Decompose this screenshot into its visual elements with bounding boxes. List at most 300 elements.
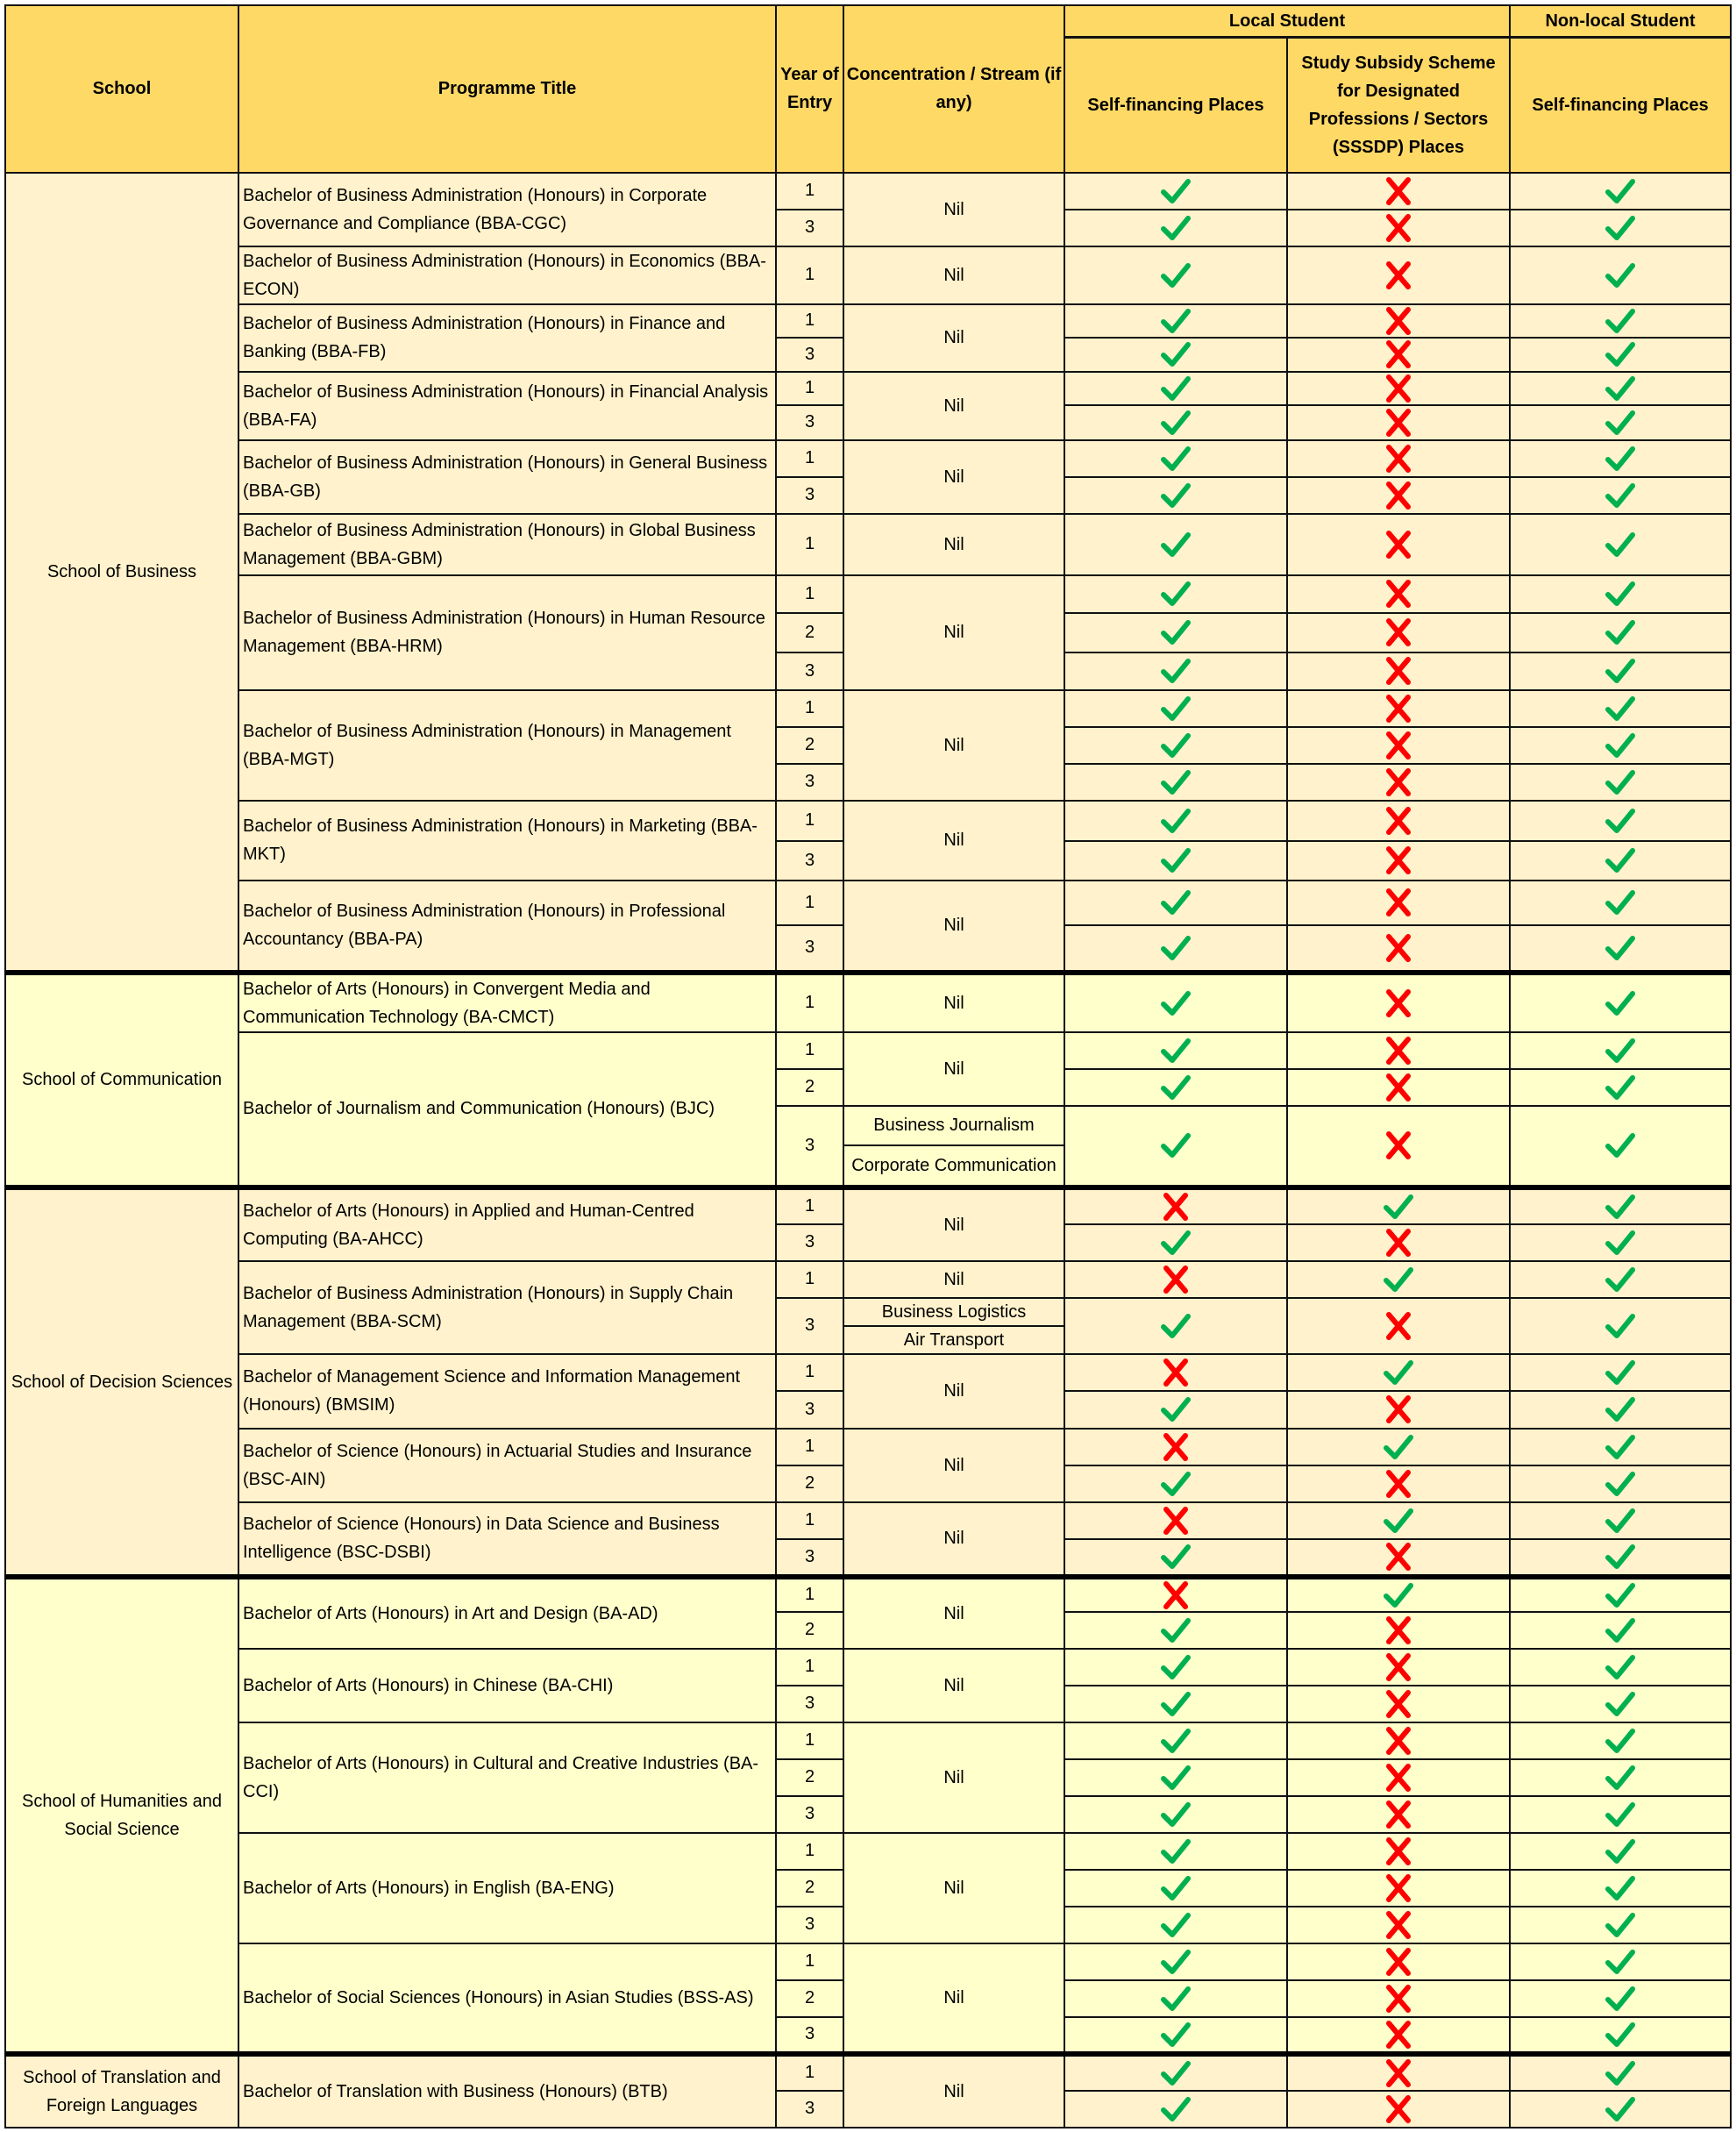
check-icon — [1604, 1072, 1636, 1103]
table-row — [5, 514, 1731, 575]
nonlocal-availability — [1510, 304, 1731, 338]
local-availability — [1064, 173, 1287, 210]
sssdp-availability — [1287, 881, 1510, 925]
nonlocal-availability — [1510, 1106, 1731, 1187]
check-icon — [1160, 805, 1192, 837]
local-availability — [1064, 1465, 1287, 1502]
sssdp-availability — [1287, 1686, 1510, 1722]
cross-icon — [1383, 1909, 1414, 1941]
concentration-list — [844, 373, 1064, 439]
sssdp-availability — [1287, 440, 1510, 477]
year-of-entry: 3 — [776, 2091, 843, 2128]
sssdp-availability — [1287, 613, 1510, 652]
programme-title: Bachelor of Business Administration (Honours) in Corporate Governance and Compliance (BBA-CGC) — [238, 173, 776, 246]
check-icon — [1160, 305, 1192, 337]
cross-icon — [1383, 730, 1414, 761]
sssdp-availability — [1287, 514, 1510, 575]
sssdp-availability — [1287, 1980, 1510, 2017]
sssdp-availability — [1287, 727, 1510, 764]
table-row — [5, 1502, 1731, 1539]
check-icon — [1604, 1946, 1636, 1978]
check-icon — [1160, 1130, 1192, 1161]
local-availability — [1064, 801, 1287, 841]
concentration-list — [844, 1107, 1064, 1185]
check-icon — [1160, 212, 1192, 244]
header-nonlocal-self-financing: Self-financing Places — [1510, 38, 1731, 173]
programme-title: Bachelor of Arts (Honours) in Convergent Media and Communication Technology (BA-CMCT) — [238, 973, 776, 1032]
table-row — [5, 1577, 1731, 1612]
nonlocal-availability — [1510, 338, 1731, 372]
year-of-entry: 2 — [776, 1759, 843, 1796]
local-availability — [1064, 1943, 1287, 1980]
cross-icon — [1383, 1394, 1414, 1425]
concentration-list — [844, 1355, 1064, 1428]
year-of-entry: 3 — [776, 1907, 843, 1943]
cross-icon — [1383, 1468, 1414, 1500]
nonlocal-availability — [1510, 210, 1731, 246]
year-of-entry: 3 — [776, 405, 843, 440]
cross-icon — [1383, 1227, 1414, 1259]
nonlocal-availability — [1510, 1907, 1731, 1943]
local-availability — [1064, 1391, 1287, 1429]
local-availability — [1064, 1298, 1287, 1354]
sssdp-availability — [1287, 1224, 1510, 1261]
check-icon — [1160, 480, 1192, 511]
sssdp-availability — [1287, 173, 1510, 210]
nonlocal-availability — [1510, 405, 1731, 440]
programme-title: Bachelor of Business Administration (Honours) in Economics (BBA-ECON) — [238, 246, 776, 304]
sssdp-availability — [1287, 1612, 1510, 1649]
local-availability — [1064, 1502, 1287, 1539]
programme-title: Bachelor of Business Administration (Honours) in Finance and Banking (BBA-FB) — [238, 304, 776, 372]
year-of-entry: 3 — [776, 1539, 843, 1577]
school-name: School of Translation and Foreign Languages — [5, 2054, 238, 2128]
year-of-entry: 3 — [776, 1391, 843, 1429]
concentration-list — [844, 1190, 1064, 1260]
nonlocal-availability — [1510, 801, 1731, 841]
check-icon — [1160, 1909, 1192, 1941]
check-icon — [1160, 767, 1192, 798]
concentration-cell — [843, 1032, 1064, 1106]
year-of-entry: 1 — [776, 1649, 843, 1686]
local-availability — [1064, 210, 1287, 246]
nonlocal-availability — [1510, 246, 1731, 304]
nonlocal-availability — [1510, 2017, 1731, 2054]
check-icon — [1604, 1541, 1636, 1572]
year-of-entry: 1 — [776, 1354, 843, 1391]
concentration-cell — [843, 1943, 1064, 2054]
nonlocal-availability — [1510, 2054, 1731, 2091]
check-icon — [1160, 339, 1192, 370]
cross-icon — [1383, 1035, 1414, 1066]
sssdp-availability — [1287, 210, 1510, 246]
cross-icon — [1383, 1310, 1414, 1342]
year-of-entry: 3 — [776, 1224, 843, 1261]
sssdp-availability — [1287, 1502, 1510, 1539]
local-availability — [1064, 690, 1287, 727]
nonlocal-availability — [1510, 973, 1731, 1032]
year-of-entry: 1 — [776, 1833, 843, 1870]
concentration-list — [844, 576, 1064, 689]
local-availability — [1064, 727, 1287, 764]
local-availability — [1064, 764, 1287, 801]
programme-title: Bachelor of Business Administration (Honours) in Human Resource Management (BBA-HRM) — [238, 575, 776, 690]
check-icon — [1604, 1394, 1636, 1425]
check-icon — [1604, 212, 1636, 244]
year-of-entry: 1 — [776, 973, 843, 1032]
local-availability — [1064, 1759, 1287, 1796]
check-icon — [1604, 767, 1636, 798]
concentration-value: Business Journalism — [873, 1116, 1035, 1136]
programme-title: Bachelor of Arts (Honours) in Applied and Human-Centred Computing (BA-AHCC) — [238, 1187, 776, 1261]
year-of-entry: 2 — [776, 1612, 843, 1649]
cross-icon — [1383, 305, 1414, 337]
sssdp-availability — [1287, 1759, 1510, 1796]
sssdp-availability — [1287, 690, 1510, 727]
check-icon — [1604, 1357, 1636, 1388]
concentration-cell — [843, 1649, 1064, 1722]
sssdp-availability — [1287, 338, 1510, 372]
concentration-value: Nil — [943, 1059, 964, 1079]
nonlocal-availability — [1510, 1187, 1731, 1224]
concentration-value: Nil — [943, 993, 964, 1013]
year-of-entry: 1 — [776, 1722, 843, 1759]
sssdp-availability — [1287, 1429, 1510, 1465]
cross-icon — [1160, 1431, 1192, 1463]
cross-icon — [1383, 529, 1414, 560]
check-icon — [1604, 1468, 1636, 1500]
check-icon — [1383, 1191, 1414, 1223]
sssdp-availability — [1287, 1907, 1510, 1943]
local-availability — [1064, 1577, 1287, 1612]
check-icon — [1604, 1505, 1636, 1537]
concentration-value: Nil — [943, 1987, 964, 2007]
check-icon — [1604, 1688, 1636, 1720]
check-icon — [1604, 1872, 1636, 1904]
local-availability — [1064, 1833, 1287, 1870]
header-local-student: Local Student — [1064, 5, 1510, 38]
concentration-value: Corporate Communication — [844, 1144, 1064, 1185]
check-icon — [1160, 1310, 1192, 1342]
year-of-entry: 1 — [776, 690, 843, 727]
concentration-cell — [843, 2054, 1064, 2128]
sssdp-availability — [1287, 973, 1510, 1032]
table-row — [5, 1943, 1731, 1980]
check-icon — [1160, 932, 1192, 964]
check-icon — [1160, 2019, 1192, 2050]
year-of-entry: 1 — [776, 1943, 843, 1980]
cross-icon — [1160, 1579, 1192, 1611]
check-icon — [1160, 988, 1192, 1019]
check-icon — [1604, 443, 1636, 474]
cross-icon — [1383, 212, 1414, 244]
cross-icon — [1160, 1505, 1192, 1537]
cross-icon — [1383, 1541, 1414, 1572]
concentration-cell — [843, 801, 1064, 881]
concentration-value: Nil — [943, 467, 964, 487]
programme-title: Bachelor of Business Administration (Honours) in Financial Analysis (BBA-FA) — [238, 372, 776, 440]
programme-table — [4, 4, 1732, 2128]
nonlocal-availability — [1510, 1612, 1731, 1649]
concentration-list — [844, 1430, 1064, 1501]
header-sssdp: Study Subsidy Scheme for Designated Professions / Sectors (SSSDP) Places — [1287, 38, 1510, 173]
local-availability — [1064, 1539, 1287, 1577]
check-icon — [1604, 988, 1636, 1019]
year-of-entry: 3 — [776, 210, 843, 246]
cross-icon — [1383, 1072, 1414, 1103]
concentration-value: Business Logistics — [881, 1301, 1027, 1322]
sssdp-availability — [1287, 246, 1510, 304]
concentration-value: Nil — [943, 1455, 964, 1475]
nonlocal-availability — [1510, 1980, 1731, 2017]
sssdp-availability — [1287, 1539, 1510, 1577]
concentration-cell — [843, 1187, 1064, 1261]
year-of-entry: 2 — [776, 1980, 843, 2017]
concentration-value: Nil — [943, 735, 964, 755]
cross-icon — [1383, 655, 1414, 687]
check-icon — [1160, 1651, 1192, 1683]
check-icon — [1604, 260, 1636, 291]
concentration-list — [844, 975, 1064, 1031]
check-icon — [1160, 1615, 1192, 1646]
cross-icon — [1383, 1799, 1414, 1830]
local-availability — [1064, 1224, 1287, 1261]
sssdp-availability — [1287, 1298, 1510, 1354]
concentration-list — [844, 1944, 1064, 2051]
cross-icon — [1383, 339, 1414, 370]
concentration-value: Nil — [943, 1603, 964, 1623]
concentration-value: Nil — [943, 2081, 964, 2101]
year-of-entry: 3 — [776, 2017, 843, 2054]
concentration-value: Nil — [943, 1381, 964, 1401]
concentration-value: Nil — [943, 265, 964, 285]
cross-icon — [1383, 1688, 1414, 1720]
sssdp-availability — [1287, 1943, 1510, 1980]
local-availability — [1064, 1261, 1287, 1298]
nonlocal-availability — [1510, 1722, 1731, 1759]
check-icon — [1160, 2093, 1192, 2125]
sssdp-availability — [1287, 405, 1510, 440]
local-availability — [1064, 304, 1287, 338]
local-availability — [1064, 1722, 1287, 1759]
nonlocal-availability — [1510, 1032, 1731, 1069]
check-icon — [1604, 407, 1636, 439]
table-row — [5, 1187, 1731, 1224]
year-of-entry: 2 — [776, 613, 843, 652]
check-icon — [1160, 1072, 1192, 1103]
year-of-entry: 1 — [776, 575, 843, 613]
check-icon — [1160, 1762, 1192, 1793]
nonlocal-availability — [1510, 1833, 1731, 1870]
local-availability — [1064, 1907, 1287, 1943]
table-row — [5, 1429, 1731, 1465]
nonlocal-availability — [1510, 1539, 1731, 1577]
table-row — [5, 1722, 1731, 1759]
concentration-cell — [843, 173, 1064, 246]
header-local-self-financing: Self-financing Places — [1064, 38, 1287, 173]
check-icon — [1604, 1725, 1636, 1757]
programme-title: Bachelor of Arts (Honours) in Cultural and Creative Industries (BA-CCI) — [238, 1722, 776, 1833]
cross-icon — [1383, 1983, 1414, 2014]
nonlocal-availability — [1510, 1686, 1731, 1722]
cross-icon — [1383, 175, 1414, 207]
programme-title: Bachelor of Arts (Honours) in Art and Design (BA-AD) — [238, 1577, 776, 1649]
check-icon — [1160, 655, 1192, 687]
concentration-cell — [843, 372, 1064, 440]
programme-title: Bachelor of Business Administration (Honours) in Global Business Management (BBA-GBM) — [238, 514, 776, 575]
check-icon — [1160, 1725, 1192, 1757]
table-row — [5, 440, 1731, 477]
table-row — [5, 1354, 1731, 1391]
sssdp-availability — [1287, 1465, 1510, 1502]
check-icon — [1160, 617, 1192, 648]
local-availability — [1064, 440, 1287, 477]
check-icon — [1604, 1909, 1636, 1941]
check-icon — [1383, 1264, 1414, 1295]
nonlocal-availability — [1510, 1298, 1731, 1354]
programme-title: Bachelor of Business Administration (Honours) in Management (BBA-MGT) — [238, 690, 776, 801]
check-icon — [1160, 1799, 1192, 1830]
check-icon — [1160, 1872, 1192, 1904]
year-of-entry: 1 — [776, 1502, 843, 1539]
check-icon — [1604, 2093, 1636, 2125]
table-row — [5, 246, 1731, 304]
nonlocal-availability — [1510, 575, 1731, 613]
year-of-entry: 2 — [776, 1465, 843, 1502]
local-availability — [1064, 1429, 1287, 1465]
check-icon — [1604, 305, 1636, 337]
concentration-value: Nil — [943, 831, 964, 850]
header-concentration: Concentration / Stream (if any) — [843, 5, 1064, 173]
nonlocal-availability — [1510, 1943, 1731, 1980]
cross-icon — [1383, 260, 1414, 291]
sssdp-availability — [1287, 1354, 1510, 1391]
nonlocal-availability — [1510, 1224, 1731, 1261]
cross-icon — [1383, 1762, 1414, 1793]
nonlocal-availability — [1510, 1796, 1731, 1833]
check-icon — [1160, 175, 1192, 207]
cross-icon — [1160, 1264, 1192, 1295]
concentration-list — [844, 515, 1064, 574]
check-icon — [1604, 1836, 1636, 1867]
local-availability — [1064, 1686, 1287, 1722]
sssdp-availability — [1287, 372, 1510, 405]
concentration-value: Nil — [943, 916, 964, 935]
concentration-list — [844, 1579, 1064, 1648]
nonlocal-availability — [1510, 1759, 1731, 1796]
concentration-cell — [843, 304, 1064, 372]
cross-icon — [1383, 2019, 1414, 2050]
concentration-list — [844, 802, 1064, 880]
concentration-cell — [843, 1354, 1064, 1429]
cross-icon — [1383, 373, 1414, 404]
cross-icon — [1383, 805, 1414, 837]
concentration-list — [844, 1834, 1064, 1943]
sssdp-availability — [1287, 1187, 1510, 1224]
nonlocal-availability — [1510, 1069, 1731, 1106]
year-of-entry: 3 — [776, 925, 843, 973]
programme-title: Bachelor of Arts (Honours) in English (BA-ENG) — [238, 1833, 776, 1943]
concentration-list — [844, 1262, 1064, 1297]
concentration-cell — [843, 1502, 1064, 1577]
check-icon — [1160, 529, 1192, 560]
school-name: School of Decision Sciences — [5, 1187, 238, 1577]
check-icon — [1604, 1579, 1636, 1611]
year-of-entry: 3 — [776, 1106, 843, 1187]
check-icon — [1604, 617, 1636, 648]
programme-title: Bachelor of Management Science and Information Management (Honours) (BMSIM) — [238, 1354, 776, 1429]
check-icon — [1160, 578, 1192, 610]
programme-title: Bachelor of Science (Honours) in Actuarial Studies and Insurance (BSC-AIN) — [238, 1429, 776, 1502]
year-of-entry: 2 — [776, 1069, 843, 1106]
check-icon — [1604, 2019, 1636, 2050]
local-availability — [1064, 338, 1287, 372]
nonlocal-availability — [1510, 1429, 1731, 1465]
cross-icon — [1383, 1725, 1414, 1757]
year-of-entry: 1 — [776, 246, 843, 304]
programme-title: Bachelor of Science (Honours) in Data Science and Business Intelligence (BSC-DSBI) — [238, 1502, 776, 1577]
check-icon — [1383, 1431, 1414, 1463]
concentration-list — [844, 247, 1064, 303]
local-availability — [1064, 613, 1287, 652]
nonlocal-availability — [1510, 440, 1731, 477]
cross-icon — [1383, 480, 1414, 511]
year-of-entry: 2 — [776, 727, 843, 764]
check-icon — [1604, 805, 1636, 837]
table-row — [5, 801, 1731, 841]
check-icon — [1160, 443, 1192, 474]
year-of-entry: 3 — [776, 1686, 843, 1722]
concentration-list — [844, 881, 1064, 970]
concentration-list — [844, 305, 1064, 371]
check-icon — [1383, 1579, 1414, 1611]
check-icon — [1604, 1799, 1636, 1830]
year-of-entry: 1 — [776, 304, 843, 338]
table-row — [5, 2054, 1731, 2091]
nonlocal-availability — [1510, 764, 1731, 801]
check-icon — [1604, 373, 1636, 404]
concentration-cell — [843, 246, 1064, 304]
local-availability — [1064, 881, 1287, 925]
cross-icon — [1383, 1651, 1414, 1683]
cross-icon — [1383, 578, 1414, 610]
cross-icon — [1383, 2057, 1414, 2089]
check-icon — [1604, 1227, 1636, 1259]
concentration-cell — [843, 1429, 1064, 1502]
concentration-value: Nil — [943, 1675, 964, 1695]
concentration-value: Nil — [943, 1269, 964, 1289]
check-icon — [1160, 1836, 1192, 1867]
nonlocal-availability — [1510, 1261, 1731, 1298]
nonlocal-availability — [1510, 1354, 1731, 1391]
check-icon — [1604, 1310, 1636, 1342]
local-availability — [1064, 372, 1287, 405]
concentration-cell — [843, 1833, 1064, 1943]
year-of-entry: 3 — [776, 338, 843, 372]
table-row — [5, 304, 1731, 338]
check-icon — [1160, 1688, 1192, 1720]
check-icon — [1160, 1394, 1192, 1425]
check-icon — [1604, 175, 1636, 207]
table-row — [5, 1649, 1731, 1686]
concentration-value: Air Transport — [844, 1325, 1064, 1353]
check-icon — [1604, 480, 1636, 511]
check-icon — [1160, 407, 1192, 439]
check-icon — [1160, 1541, 1192, 1572]
nonlocal-availability — [1510, 1649, 1731, 1686]
nonlocal-availability — [1510, 881, 1731, 925]
cross-icon — [1383, 1872, 1414, 1904]
